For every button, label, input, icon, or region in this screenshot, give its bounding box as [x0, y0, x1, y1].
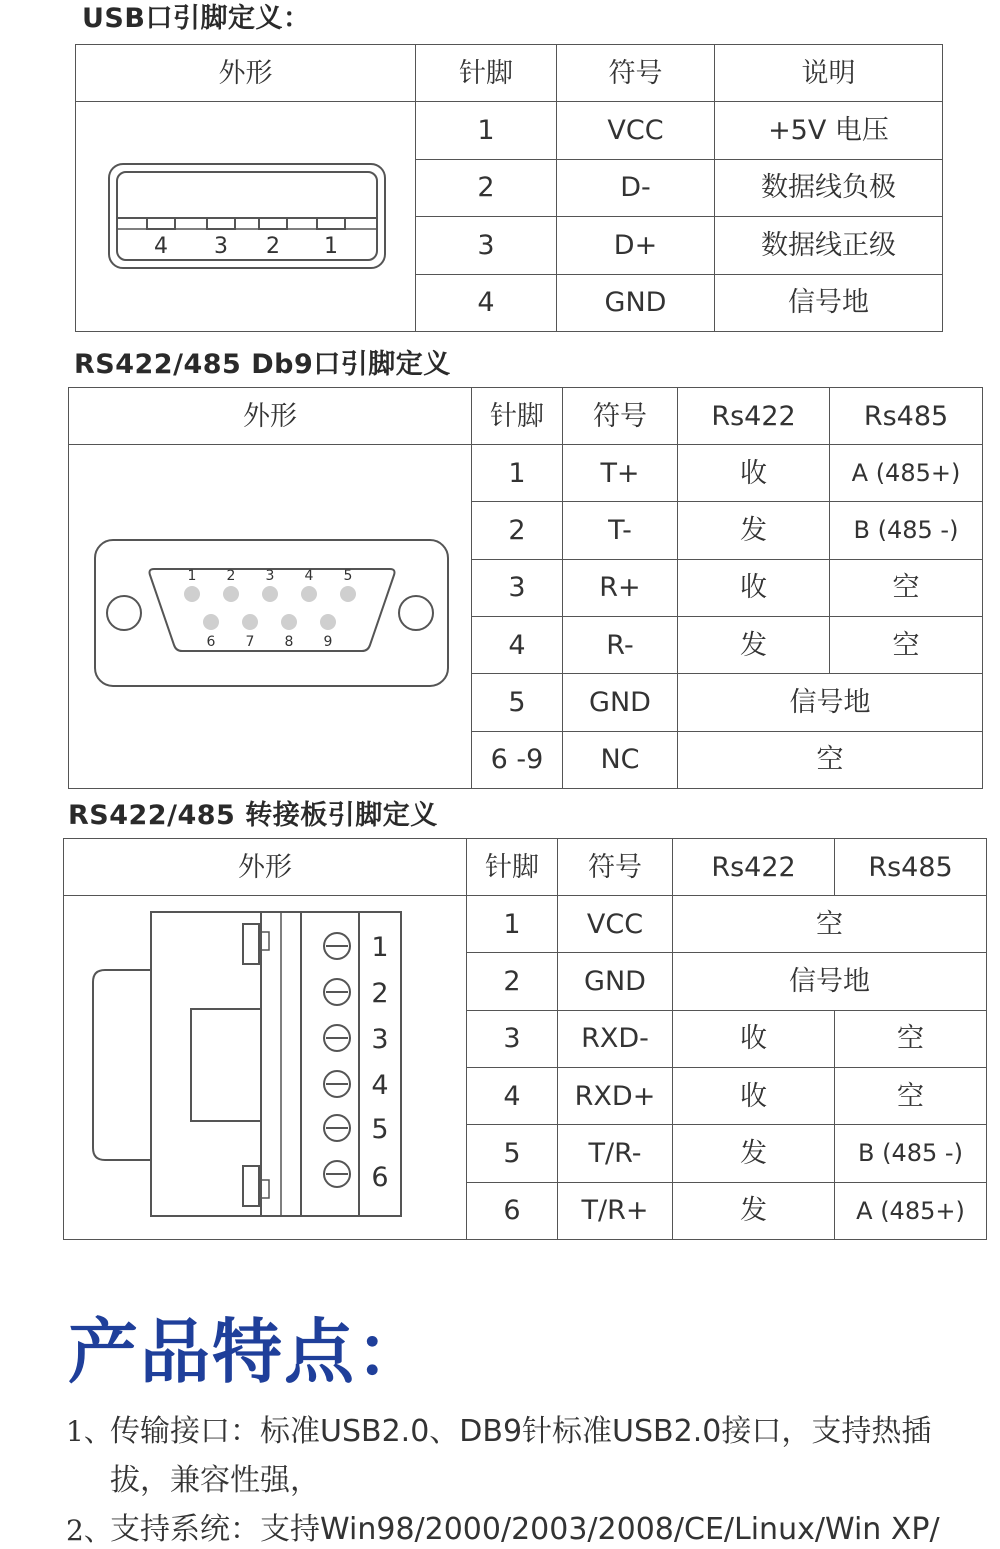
- feature-item-continuation: 拔，兼容性强，: [110, 1463, 320, 1498]
- board-section-title: RS422/485 转接板引脚定义: [68, 800, 438, 831]
- feature-item-text: 传输接口：标准USB2.0、DB9针标准USB2.0接口，支持热插: [110, 1414, 932, 1449]
- table-header-row: [76, 45, 943, 102]
- rs485-cell: B (485 -): [835, 1125, 987, 1182]
- db9-label-pin-1: 1: [187, 568, 196, 584]
- pin-cell: 1: [472, 445, 563, 502]
- usb-label-pin-2: 2: [265, 234, 280, 259]
- header-shape: 外形: [69, 388, 472, 445]
- table-header-row: [69, 388, 983, 445]
- symbol-cell: T/R-: [558, 1125, 673, 1182]
- usb-pin-table: [75, 44, 943, 332]
- desc-cell: 数据线正级: [715, 217, 943, 275]
- symbol-cell: R+: [563, 559, 678, 616]
- symbol-cell: RXD+: [558, 1067, 673, 1124]
- usb-connector-diagram: [77, 102, 415, 326]
- symbol-cell: R-: [563, 616, 678, 673]
- merged-cell: 信号地: [678, 674, 983, 731]
- db9-label-pin-8: 8: [284, 634, 293, 650]
- rs485-cell: B (485 -): [830, 502, 983, 559]
- db9-label-pin-3: 3: [265, 568, 274, 584]
- usb-label-pin-3: 3: [213, 234, 228, 259]
- desc-cell: +5V 电压: [715, 102, 943, 160]
- feature-number: 1、: [66, 1415, 112, 1448]
- header-shape: 外形: [64, 839, 467, 896]
- terminal-label-1: 1: [370, 932, 389, 963]
- symbol-cell: GND: [558, 953, 673, 1010]
- usb-label-pin-1: 1: [323, 234, 338, 259]
- feature-item-text: 支持系统：支持Win98/2000/2003/2008/CE/Linux/Win XP/: [110, 1512, 940, 1547]
- symbol-cell: VCC: [558, 896, 673, 953]
- table-row: [76, 102, 943, 160]
- db9-section-title: RS422/485 Db9口引脚定义: [74, 349, 451, 380]
- header-pin: 针脚: [472, 388, 563, 445]
- db9-label-pin-7: 7: [245, 634, 254, 650]
- pin-cell: 5: [472, 674, 563, 731]
- symbol-cell: GND: [563, 674, 678, 731]
- pin-cell: 4: [472, 616, 563, 673]
- rs485-cell: A (485+): [835, 1182, 987, 1239]
- header-rs485: Rs485: [830, 388, 983, 445]
- header-pin: 针脚: [416, 45, 557, 102]
- db9-connector-diagram: [70, 445, 471, 783]
- symbol-cell: RXD-: [558, 1010, 673, 1067]
- usb-connector-cell: [76, 102, 416, 332]
- rs422-cell: 收: [678, 445, 830, 502]
- db9-pin-table: [68, 387, 983, 789]
- rs485-cell: 空: [835, 1010, 987, 1067]
- terminal-label-4: 4: [370, 1070, 389, 1101]
- desc-cell: 数据线负极: [715, 159, 943, 217]
- pin-cell: 3: [416, 217, 557, 275]
- rs485-cell: 空: [835, 1067, 987, 1124]
- rs422-cell: 收: [673, 1010, 835, 1067]
- symbol-cell: T-: [563, 502, 678, 559]
- terminal-label-3: 3: [370, 1024, 389, 1055]
- usb-section-title: USB口引脚定义：: [82, 3, 311, 34]
- desc-cell: 信号地: [715, 274, 943, 332]
- symbol-cell: D-: [557, 159, 715, 217]
- board-terminal-diagram: [65, 896, 466, 1234]
- pin-cell: 6 -9: [472, 731, 563, 788]
- terminal-label-5: 5: [370, 1114, 389, 1145]
- terminal-label-6: 6: [370, 1162, 389, 1193]
- header-symbol: 符号: [557, 45, 715, 102]
- header-shape: 外形: [76, 45, 416, 102]
- db9-connector-cell: [69, 445, 472, 789]
- table-row: [69, 445, 983, 502]
- header-rs485: Rs485: [835, 839, 987, 896]
- header-rs422: Rs422: [678, 388, 830, 445]
- pin-cell: 5: [467, 1125, 558, 1182]
- symbol-cell: T+: [563, 445, 678, 502]
- db9-label-pin-2: 2: [226, 568, 235, 584]
- rs422-cell: 发: [673, 1125, 835, 1182]
- db9-label-pin-6: 6: [206, 634, 215, 650]
- rs485-cell: 空: [830, 559, 983, 616]
- usb-label-pin-4: 4: [153, 234, 168, 259]
- table-row: [64, 896, 987, 953]
- symbol-cell: GND: [557, 274, 715, 332]
- table-header-row: [64, 839, 987, 896]
- pin-cell: 4: [467, 1067, 558, 1124]
- rs485-cell: 空: [830, 616, 983, 673]
- pin-cell: 2: [472, 502, 563, 559]
- rs422-cell: 收: [673, 1067, 835, 1124]
- header-description: 说明: [715, 45, 943, 102]
- merged-cell: 空: [673, 896, 987, 953]
- pin-cell: 3: [472, 559, 563, 616]
- symbol-cell: VCC: [557, 102, 715, 160]
- header-rs422: Rs422: [673, 839, 835, 896]
- rs422-cell: 收: [678, 559, 830, 616]
- pin-cell: 3: [467, 1010, 558, 1067]
- pin-cell: 4: [416, 274, 557, 332]
- symbol-cell: D+: [557, 217, 715, 275]
- merged-cell: 信号地: [673, 953, 987, 1010]
- terminal-label-2: 2: [370, 978, 389, 1009]
- pin-cell: 2: [467, 953, 558, 1010]
- rs422-cell: 发: [673, 1182, 835, 1239]
- rs422-cell: 发: [678, 502, 830, 559]
- header-symbol: 符号: [563, 388, 678, 445]
- symbol-cell: T/R+: [558, 1182, 673, 1239]
- db9-label-pin-4: 4: [304, 568, 313, 584]
- pin-cell: 2: [416, 159, 557, 217]
- symbol-cell: NC: [563, 731, 678, 788]
- header-pin: 针脚: [467, 839, 558, 896]
- rs485-cell: A (485+): [830, 445, 983, 502]
- board-connector-cell: [64, 896, 467, 1240]
- pin-cell: 6: [467, 1182, 558, 1239]
- pin-cell: 1: [467, 896, 558, 953]
- header-symbol: 符号: [558, 839, 673, 896]
- features-title: 产品特点：: [68, 1311, 428, 1393]
- merged-cell: 空: [678, 731, 983, 788]
- feature-number: 2、: [66, 1514, 112, 1547]
- rs422-cell: 发: [678, 616, 830, 673]
- pin-cell: 1: [416, 102, 557, 160]
- board-pin-table: [63, 838, 987, 1240]
- db9-label-pin-9: 9: [323, 634, 332, 650]
- db9-label-pin-5: 5: [343, 568, 352, 584]
